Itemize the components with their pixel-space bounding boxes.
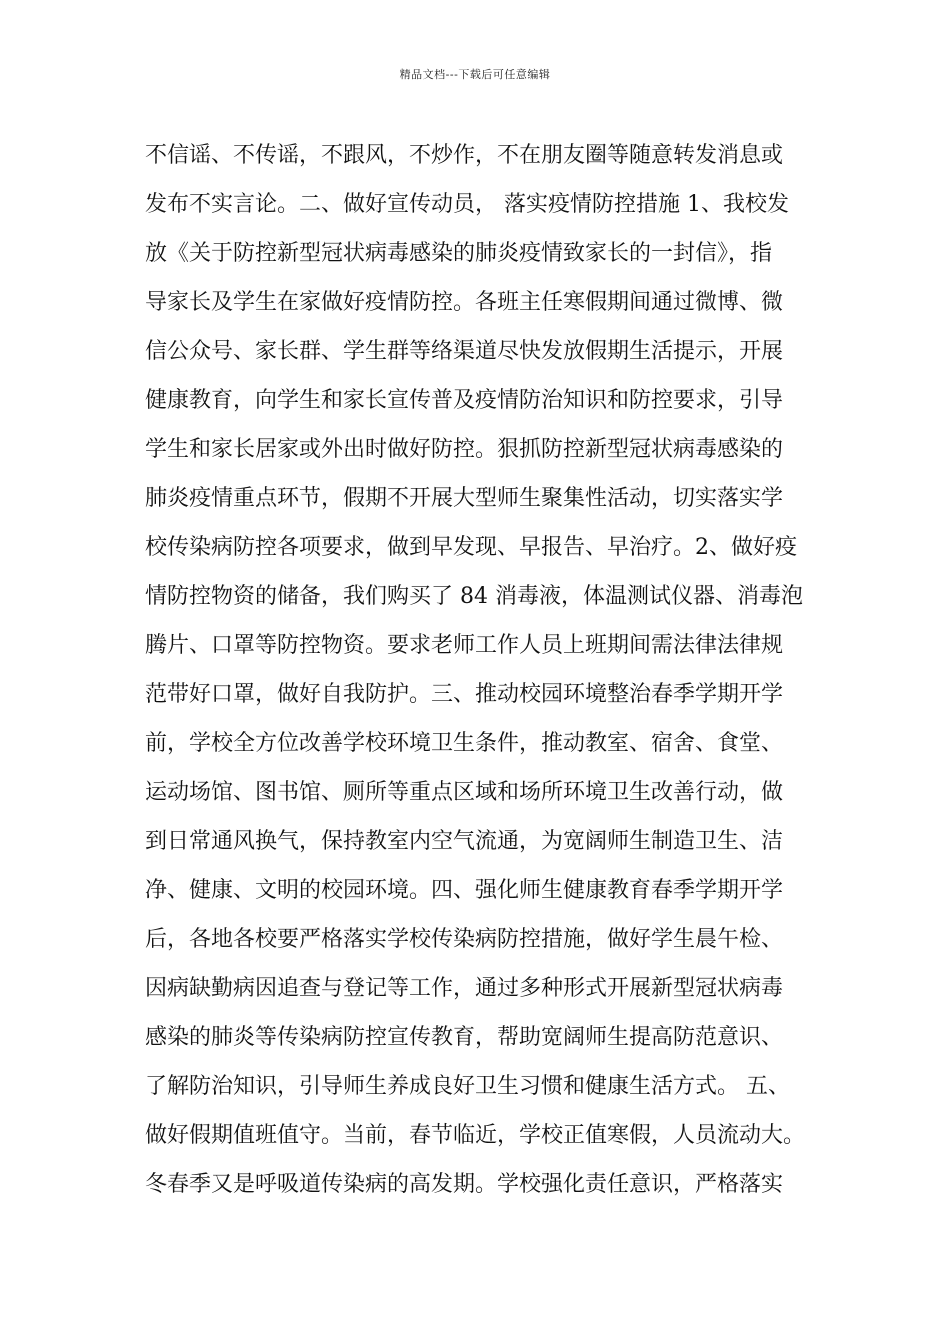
text-line: 感染的肺炎等传染病防控宣传教育，帮助宽阔师生提高防范意识、 — [145, 1025, 784, 1050]
body-paragraph — [145, 131, 825, 1209]
text-line: 校传染病防控各项要求，做到早发现、早报告、早治疗。2、做好疫 — [145, 535, 797, 560]
text-line: 了解防治知识，引导师生养成良好卫生习惯和健康生活方式。 五、 — [145, 1074, 790, 1099]
text-line: 不信谣、不传谣，不跟风，不炒作，不在朋友圈等随意转发消息或 — [145, 143, 784, 168]
text-line: 情防控物资的储备，我们购买了 84 消毒液，体温测试仪器、消毒泡 — [145, 584, 803, 609]
text-line: 健康教育，向学生和家长宣传普及疫情防治知识和防控要求，引导 — [145, 388, 784, 413]
text-line: 到日常通风换气，保持教室内空气流通，为宽阔师生制造卫生、洁 — [145, 829, 784, 854]
text-line: 净、健康、文明的校园环境。四、强化师生健康教育春季学期开学 — [145, 878, 784, 903]
text-line: 运动场馆、图书馆、厕所等重点区域和场所环境卫生改善行动，做 — [145, 780, 784, 805]
text-line: 放《关于防控新型冠状病毒感染的肺炎疫情致家长的一封信》，指 — [145, 241, 773, 266]
text-line: 冬春季又是呼吸道传染病的高发期。学校强化责任意识，严格落实 — [145, 1172, 784, 1197]
text-line: 导家长及学生在家做好疫情防控。各班主任寒假期间通过微博、微 — [145, 290, 784, 315]
text-line: 范带好口罩，做好自我防护。三、推动校园环境整治春季学期开学 — [145, 682, 784, 707]
page-header: 精品文档---下载后可任意编辑 — [399, 68, 551, 81]
text-line: 腾片、口罩等防控物资。要求老师工作人员上班期间需法律法律规 — [145, 633, 784, 658]
text-line: 信公众号、家长群、学生群等络渠道尽快发放假期生活提示，开展 — [145, 339, 784, 364]
text-line: 学生和家长居家或外出时做好防控。狠抓防控新型冠状病毒感染的 — [145, 437, 784, 462]
text-line: 因病缺勤病因追查与登记等工作，通过多种形式开展新型冠状病毒 — [145, 976, 784, 1001]
text-line: 前，学校全方位改善学校环境卫生条件，推动教室、宿舍、食堂、 — [145, 731, 784, 756]
text-line: 肺炎疫情重点环节，假期不开展大型师生聚集性活动，切实落实学 — [145, 486, 784, 511]
text-line: 发布不实言论。二、做好宣传动员， 落实疫情防控措施 1、我校发 — [145, 192, 789, 217]
text-line: 做好假期值班值守。当前，春节临近，学校正值寒假，人员流动大。 — [145, 1123, 806, 1148]
text-line: 后，各地各校要严格落实学校传染病防控措施，做好学生晨午检、 — [145, 927, 784, 952]
